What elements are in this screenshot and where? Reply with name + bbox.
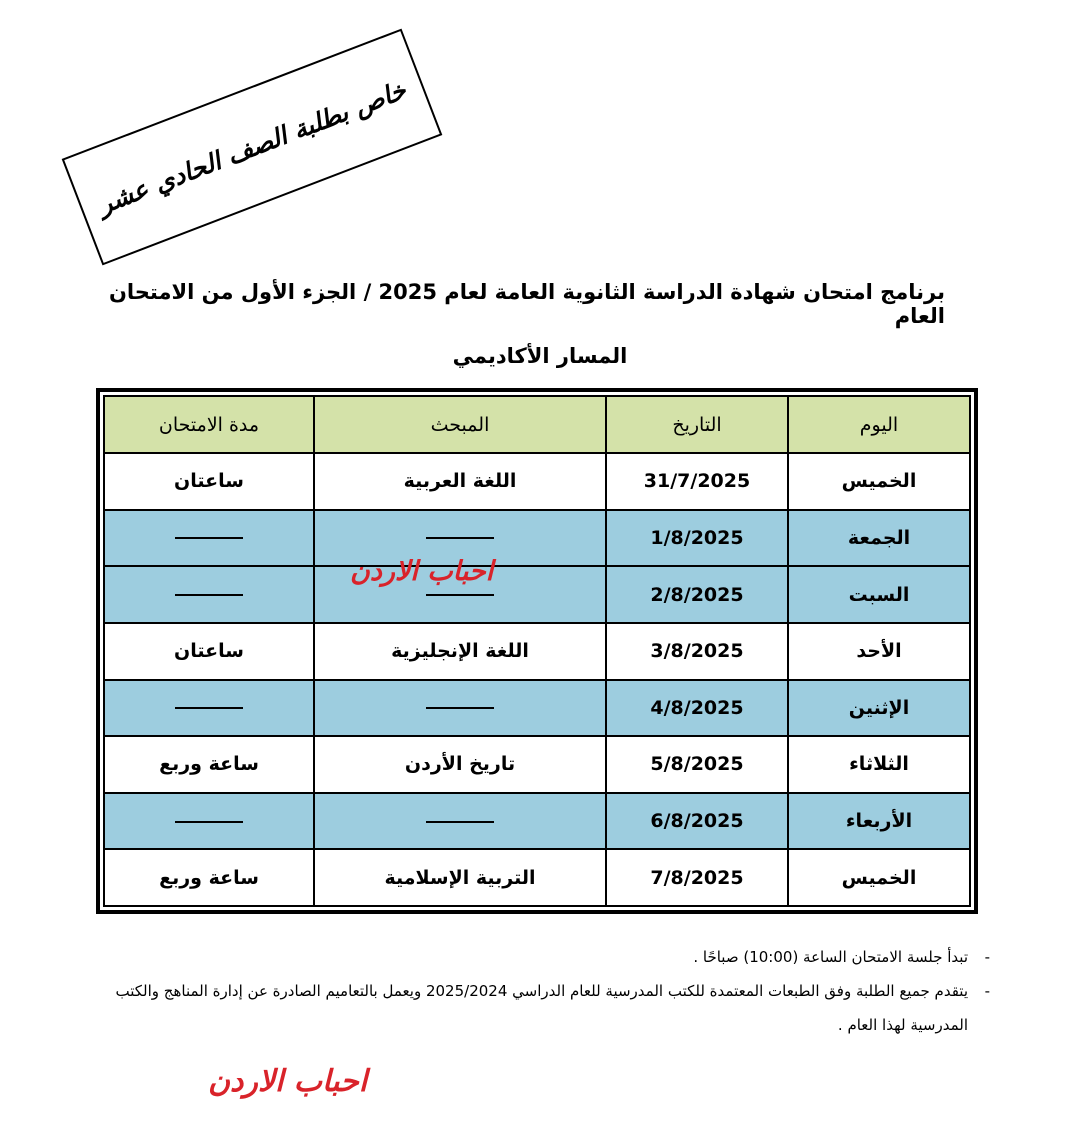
- stamp-text: خاص بطلبة الصف الحادي عشر: [94, 74, 410, 220]
- bullet-icon: -: [984, 982, 990, 1000]
- cell-day: الأربعاء: [788, 793, 970, 850]
- empty-dash: [426, 707, 494, 709]
- header-day: اليوم: [788, 396, 970, 453]
- page-subtitle: المسار الأكاديمي: [452, 344, 628, 368]
- cell-duration: ساعة وربع: [104, 736, 314, 793]
- empty-dash: [426, 594, 494, 596]
- cell-day: الأحد: [788, 623, 970, 680]
- cell-duration: [104, 566, 314, 623]
- note-item: [110, 940, 990, 974]
- header-date: التاريخ: [606, 396, 788, 453]
- empty-dash: [426, 537, 494, 539]
- cell-date: 3/8/2025: [606, 623, 788, 680]
- cell-subject: [314, 793, 606, 850]
- cell-subject: التربية الإسلامية: [314, 849, 606, 906]
- cell-date: 5/8/2025: [606, 736, 788, 793]
- page-title: برنامج امتحان شهادة الدراسة الثانوية العامة لعام 2025 / الجزء الأول من الامتحان العام: [108, 280, 945, 328]
- empty-dash: [175, 594, 243, 596]
- cell-day: السبت: [788, 566, 970, 623]
- stamp-box: [62, 29, 443, 266]
- empty-dash: [175, 707, 243, 709]
- notes-list: [110, 940, 990, 1042]
- cell-date: 4/8/2025: [606, 680, 788, 737]
- exam-schedule-table: [96, 388, 978, 914]
- watermark-text: احباب الاردن: [350, 556, 494, 587]
- header-duration: مدة الامتحان: [104, 396, 314, 453]
- note-item: [110, 974, 990, 1042]
- cell-day: الخميس: [788, 453, 970, 510]
- table-row: [104, 680, 970, 737]
- table-row: [104, 793, 970, 850]
- cell-date: 6/8/2025: [606, 793, 788, 850]
- cell-day: الجمعة: [788, 510, 970, 567]
- table-row: [104, 510, 970, 567]
- cell-duration: ساعتان: [104, 453, 314, 510]
- cell-subject: اللغة الإنجليزية: [314, 623, 606, 680]
- cell-duration: [104, 793, 314, 850]
- cell-subject: [314, 680, 606, 737]
- cell-date: 2/8/2025: [606, 566, 788, 623]
- header-subject: المبحث: [314, 396, 606, 453]
- cell-date: 31/7/2025: [606, 453, 788, 510]
- watermark-text-bottom: احباب الاردن: [208, 1064, 368, 1099]
- cell-duration: [104, 510, 314, 567]
- cell-duration: ساعتان: [104, 623, 314, 680]
- cell-day: الثلاثاء: [788, 736, 970, 793]
- bullet-icon: -: [984, 948, 990, 966]
- note-text: تبدأ جلسة الامتحان الساعة (10:00) صباحًا .: [693, 948, 968, 966]
- cell-day: الخميس: [788, 849, 970, 906]
- table-row: [104, 849, 970, 906]
- cell-subject: اللغة العربية: [314, 453, 606, 510]
- cell-subject: تاريخ الأردن: [314, 736, 606, 793]
- cell-day: الإثنين: [788, 680, 970, 737]
- table-row: [104, 453, 970, 510]
- empty-dash: [175, 537, 243, 539]
- table-row: [104, 736, 970, 793]
- cell-duration: [104, 680, 314, 737]
- cell-date: 7/8/2025: [606, 849, 788, 906]
- note-text: يتقدم جميع الطلبة وفق الطبعات المعتمدة للكتب المدرسية للعام الدراسي 2025/2024 ويعمل بالتعاميم الصادرة عن إدارة المناهج والكتب المدرسية لهذا العام .: [115, 982, 968, 1034]
- table-row: [104, 623, 970, 680]
- cell-duration: ساعة وربع: [104, 849, 314, 906]
- cell-date: 1/8/2025: [606, 510, 788, 567]
- empty-dash: [426, 821, 494, 823]
- table-row: [104, 566, 970, 623]
- empty-dash: [175, 821, 243, 823]
